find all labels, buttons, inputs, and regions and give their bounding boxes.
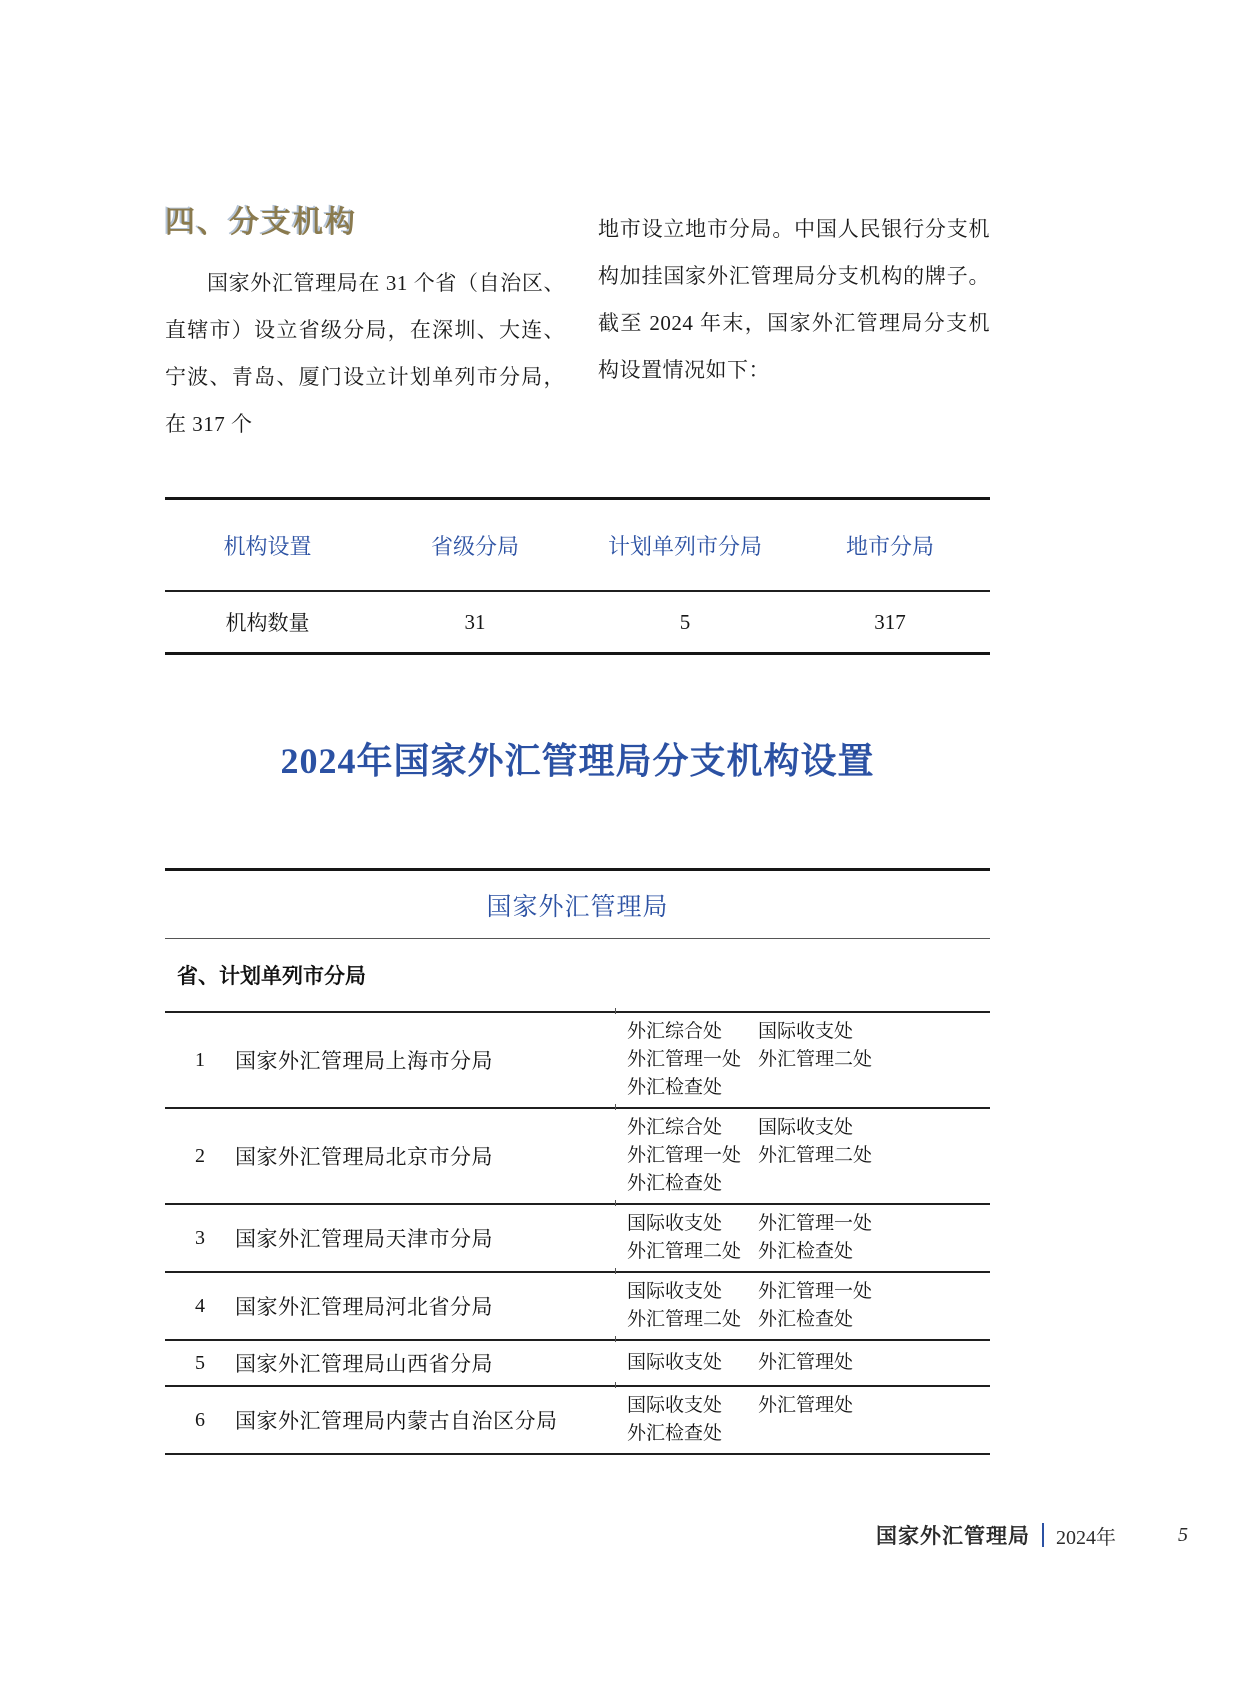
departments-col2 — [758, 1210, 990, 1266]
department-name: 国际收支处 — [758, 1117, 854, 1138]
departments-col2 — [758, 1392, 990, 1448]
row-number: 2 — [195, 1144, 205, 1167]
summary-value: 317 — [874, 609, 906, 634]
department-name: 外汇检查处 — [627, 1077, 723, 1098]
department-name: 外汇综合处 — [627, 1117, 723, 1138]
department-name: 外汇管理一处 — [758, 1213, 873, 1234]
department-name: 外汇综合处 — [627, 1021, 723, 1042]
department-name: 外汇管理一处 — [627, 1049, 742, 1070]
table-row — [165, 1203, 990, 1271]
departments-cell — [615, 1392, 990, 1448]
department-name: 外汇检查处 — [627, 1173, 723, 1194]
departments-col1 — [627, 1018, 758, 1102]
branch-name: 国家外汇管理局天津市分局 — [235, 1227, 493, 1251]
departments-cell — [615, 1114, 990, 1198]
department-name: 外汇管理二处 — [758, 1145, 873, 1166]
row-number: 5 — [195, 1351, 205, 1374]
departments-col2 — [758, 1278, 990, 1334]
department-name: 外汇管理一处 — [627, 1145, 742, 1166]
department-name: 外汇管理处 — [758, 1352, 854, 1373]
branch-name: 国家外汇管理局北京市分局 — [235, 1145, 493, 1169]
department-name: 国际收支处 — [627, 1395, 723, 1416]
branch-name: 国家外汇管理局上海市分局 — [235, 1049, 493, 1073]
department-name: 国际收支处 — [627, 1352, 723, 1373]
departments-col1 — [627, 1392, 758, 1448]
department-name: 外汇管理二处 — [627, 1241, 742, 1262]
departments-cell — [615, 1278, 990, 1334]
department-name: 外汇管理一处 — [758, 1281, 873, 1302]
department-name: 外汇管理二处 — [627, 1309, 742, 1330]
summary-header-cell: 地市分局 — [845, 533, 934, 559]
summary-table-header-row — [165, 500, 990, 592]
summary-header-cell: 机构设置 — [223, 533, 312, 559]
table-row — [165, 1271, 990, 1339]
summary-header-cell: 计划单列市分局 — [607, 533, 762, 559]
department-name: 国际收支处 — [627, 1281, 723, 1302]
summary-table — [165, 497, 990, 655]
departments-cell — [615, 1349, 990, 1377]
table-row — [165, 1385, 990, 1453]
summary-value: 31 — [464, 609, 486, 634]
departments-col1 — [627, 1210, 758, 1266]
paragraph-left: 国家外汇管理局在 31 个省（自治区、直辖市）设立省级分局，在深圳、大连、宁波、青岛、厦门设立计划单列市分局，在 317 个 — [165, 271, 565, 436]
summary-value: 5 — [679, 609, 691, 634]
department-name: 外汇检查处 — [627, 1423, 723, 1444]
table-row — [165, 1339, 990, 1385]
page-footer — [876, 1520, 1188, 1550]
org-chart-title: 2024年国家外汇管理局分支机构设置 — [280, 741, 875, 781]
footer-org-name: 国家外汇管理局 — [876, 1525, 1030, 1548]
department-name: 国际收支处 — [627, 1213, 723, 1234]
departments-col2 — [758, 1114, 990, 1198]
org-table — [165, 868, 990, 1455]
department-name: 外汇检查处 — [758, 1241, 854, 1262]
row-number: 6 — [195, 1408, 205, 1431]
department-name: 外汇检查处 — [758, 1309, 854, 1330]
branch-name: 国家外汇管理局河北省分局 — [235, 1295, 493, 1319]
table-row — [165, 1011, 990, 1107]
branch-name: 国家外汇管理局山西省分局 — [235, 1352, 493, 1376]
departments-col2 — [758, 1018, 990, 1102]
intro-right-column — [598, 206, 990, 448]
department-name: 外汇管理二处 — [758, 1049, 873, 1070]
departments-cell — [615, 1018, 990, 1102]
departments-cell — [615, 1210, 990, 1266]
table-row — [165, 1107, 990, 1203]
branch-name: 国家外汇管理局内蒙古自治区分局 — [235, 1409, 558, 1433]
departments-col1 — [627, 1349, 758, 1377]
intro-columns — [165, 206, 990, 448]
summary-header-cell: 省级分局 — [430, 533, 519, 559]
row-number: 3 — [195, 1226, 205, 1249]
paragraph-right: 地市设立地市分局。中国人民银行分支机构加挂国家外汇管理局分支机构的牌子。截至 2024 年末，国家外汇管理局分支机构设置情况如下： — [598, 217, 990, 382]
department-name: 国际收支处 — [758, 1021, 854, 1042]
intro-left-column — [165, 206, 565, 448]
summary-row-label: 机构数量 — [225, 611, 310, 635]
departments-col1 — [627, 1278, 758, 1334]
org-table-rows — [165, 1011, 990, 1453]
departments-col2 — [758, 1349, 990, 1377]
org-table-header: 国家外汇管理局 — [165, 871, 990, 939]
org-table-subheader: 省、计划单列市分局 — [177, 964, 366, 988]
row-number: 1 — [195, 1048, 205, 1071]
summary-table-data-row — [165, 592, 990, 652]
footer-year: 2024年 — [1056, 1526, 1116, 1549]
departments-col1 — [627, 1114, 758, 1198]
footer-divider-bar — [1042, 1523, 1044, 1547]
department-name: 外汇管理处 — [758, 1395, 854, 1416]
section-heading: 四、分支机构 — [165, 206, 357, 239]
row-number: 4 — [195, 1294, 205, 1317]
page-number: 5 — [1178, 1523, 1188, 1546]
